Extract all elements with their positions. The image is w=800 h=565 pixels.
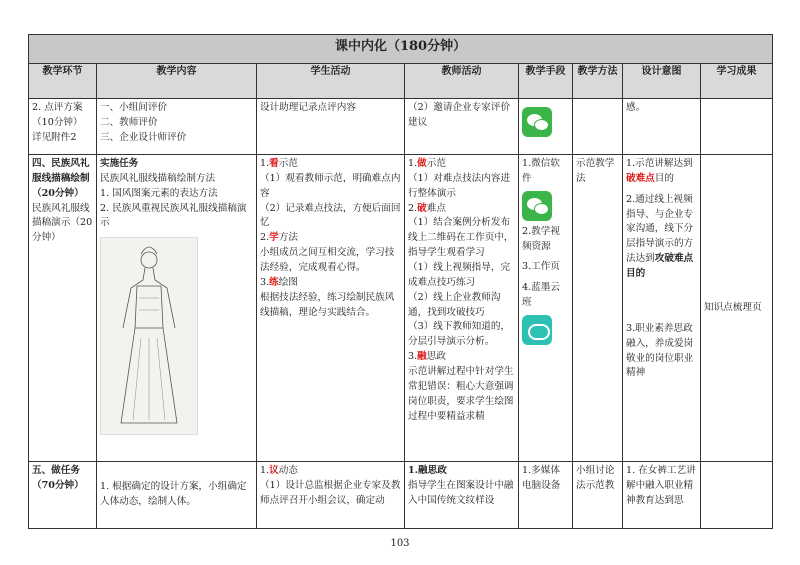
student-activity-cell: 1.议动态 （1）设计总监根据企业专家及教师点评召开小组会议，确定动 (257, 462, 405, 529)
table-title-row (29, 35, 773, 64)
teacher-activity-cell: 1.做示范 （1）对难点技法内容进行整体演示 2.破难点 （1）结合案例分析发布线上二维码在工作页中，指导学生观看学习 （1）线上视频指导，完成难点技巧练习 （2）线上企业教师沟通，找到攻破技巧 （3）线下教师知道的，分层引导演示分析。 3.融思政 示范讲解过程中针对学生常犯错误：粗心大意强调岗位职责，要求学生绘图过程中要精益求精 (405, 155, 519, 462)
teaching-means-cell (519, 99, 573, 155)
student-activity-cell: 1.看示范 （1）观看教师示范，明确难点内容 （2）记录难点技法，方便后面回忆 2.学方法 小组成员之间互相交流，学习技法经验，完成观看心得。 3.练绘图 根据技法经验，练习绘制民族风线描稿，理论与实践结合。 (257, 155, 405, 462)
stage-cell: 2. 点评方案 （10分钟） 详见附件2 (29, 99, 97, 155)
learning-outcome-cell (701, 99, 773, 155)
stage-cell: 五、做任务 （70分钟） (29, 462, 97, 529)
content-cell: 1. 根据确定的设计方案，小组确定人体动态，绘制人体。 (97, 462, 257, 529)
teacher-activity-cell: 1.融思政 指导学生在图案设计中融入中国传统文纹样设 (405, 462, 519, 529)
header-teaching-means: 教学手段 (519, 64, 573, 99)
design-intent-cell: 感。 (623, 99, 701, 155)
teaching-method-cell: 小组讨论法示范教 (573, 462, 623, 529)
header-content: 教学内容 (97, 64, 257, 99)
teacher-activity-cell: （2）邀请企业专家评价建议 (405, 99, 519, 155)
header-learning-outcome: 学习成果 (701, 64, 773, 99)
table-row (29, 462, 773, 529)
header-student-activity: 学生活动 (257, 64, 405, 99)
teaching-means-cell: 1.多媒体电脑设备 (519, 462, 573, 529)
design-intent-cell: 1.示范讲解达到破难点目的 2.通过线上视频指导、与企业专家沟通，线下分层指导演示的方法达到攻破难点目的 3.职业素养思政融入，养成爱岗敬业的岗位职业精神 (623, 155, 701, 462)
content-cell: 一、小组间评价 二、教师评价 三、企业设计师评价 (97, 99, 257, 155)
student-activity-cell: 设计助理记录点评内容 (257, 99, 405, 155)
wechat-icon (522, 107, 552, 137)
teaching-method-cell (573, 99, 623, 155)
header-teaching-method: 教学方法 (573, 64, 623, 99)
table-row (29, 155, 773, 462)
page-number: 103 (390, 538, 410, 549)
learning-outcome-cell (701, 462, 773, 529)
header-teacher-activity: 教师活动 (405, 64, 519, 99)
stage-cell: 四、民族风礼服线描稿绘制（20分钟） 民族风礼服线描稿演示（20分钟） (29, 155, 97, 462)
wechat-icon (522, 191, 552, 221)
lesson-plan-table (28, 34, 773, 529)
header-stage: 教学环节 (29, 64, 97, 99)
learning-outcome-cell: 知识点梳理页 (701, 155, 773, 462)
table-row (29, 99, 773, 155)
design-intent-cell: 1. 在女裤工艺讲解中融入职业精神教育达到思 (623, 462, 701, 529)
content-cell: 实施任务 民族风礼服线描稿绘制方法 1. 国风图案元素的表达方法 2. 民族风重视民族风礼服线描稿演示 (97, 155, 257, 462)
fashion-sketch-illustration (100, 237, 198, 435)
table-title: 课中内化（180分钟） (29, 35, 773, 64)
teaching-means-cell: 1.微信软件 2.教学视频资源 3.工作页 4.蓝墨云班 (519, 155, 573, 462)
header-design-intent: 设计意图 (623, 64, 701, 99)
teaching-method-cell: 示范教学法 (573, 155, 623, 462)
header-row (29, 64, 773, 99)
cloud-class-icon (522, 315, 552, 345)
